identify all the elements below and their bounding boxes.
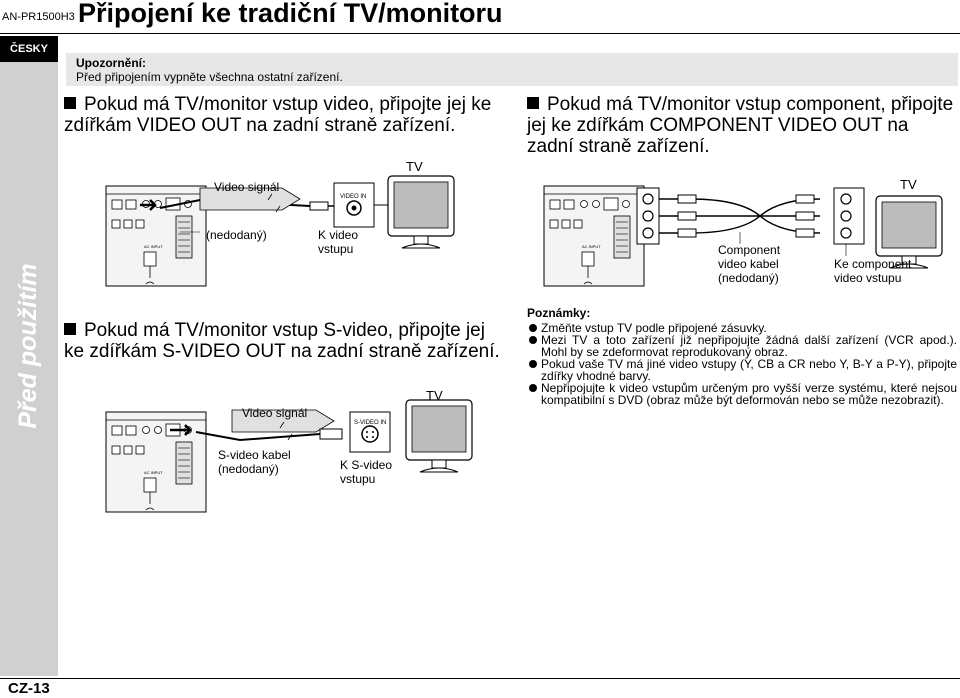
page-number: CZ-13 — [8, 680, 50, 697]
video-heading: Pokud má TV/monitor vstup video, připojte jej ke zdířkám VIDEO OUT na zadní straně zařízení. — [64, 94, 492, 136]
page-title: Připojení ke tradiční TV/monitoru — [78, 0, 503, 28]
cable-label: Component video kabel (nedodaný) — [718, 243, 781, 285]
tv-label: TV — [426, 388, 443, 403]
tv-icon — [388, 176, 454, 248]
tv-label: TV — [406, 159, 423, 174]
jack-label: VIDEO IN — [340, 194, 367, 200]
warning-text: Před připojením vypněte všechna ostatní zařízení. — [76, 70, 343, 84]
note-item: Mezi TV a toto zařízení již nepřipojujte žádná další zařízení (VCR apod.). Mohl by se zdeformovat reprodukovaný obraz. — [527, 334, 957, 358]
component-heading: Pokud má TV/monitor vstup component, připojte jej ke zdířkám COMPONENT VIDEO OUT na zadní straně zařízení. — [527, 94, 954, 157]
notes-block — [527, 307, 957, 406]
svideo-heading: Pokud má TV/monitor vstup S-video, připojte jej ke zdířkám S-VIDEO OUT na zadní straně zařízení. — [64, 320, 500, 362]
cable-note: (nedodaný) — [206, 228, 267, 242]
tv-icon — [406, 400, 472, 472]
input-label: Ke component video vstupu — [834, 257, 912, 285]
signal-label: Video signál — [242, 406, 308, 420]
signal-label: Video signál — [214, 180, 280, 194]
note-item: Změňte vstup TV podle připojené zásuvky. — [527, 322, 957, 334]
section-side-label: Před použitím — [13, 263, 42, 429]
jack-label: S-VIDEO IN — [354, 420, 387, 426]
unit-rear-panel — [106, 412, 206, 512]
unit-rear-panel — [544, 186, 644, 286]
connection-diagrams: AC INPUT — [0, 0, 960, 698]
cable-label: S-video kabel (nedodaný) — [218, 448, 291, 476]
warning-title: Upozornění: — [76, 56, 146, 70]
note-item: Pokud vaše TV má jiné video vstupy (Y, CB a CR nebo Y, B-Y a P-Y), připojte zdířky vhodné barvy. — [527, 358, 957, 382]
notes-title: Poznámky: — [527, 306, 591, 320]
note-item: Nepřipojujte k video vstupům určeným pro vyšší verze systému, které nejsou kompatibilní s DVD (obraz může být deformován nebo se může nezobrazit). — [527, 382, 957, 406]
input-label: K S-video vstupu — [340, 458, 393, 486]
language-tab[interactable]: ČESKY — [0, 36, 58, 62]
tv-label: TV — [900, 177, 917, 192]
input-label: K video vstupu — [318, 228, 359, 256]
model-number: AN-PR1500H3 — [2, 11, 75, 23]
